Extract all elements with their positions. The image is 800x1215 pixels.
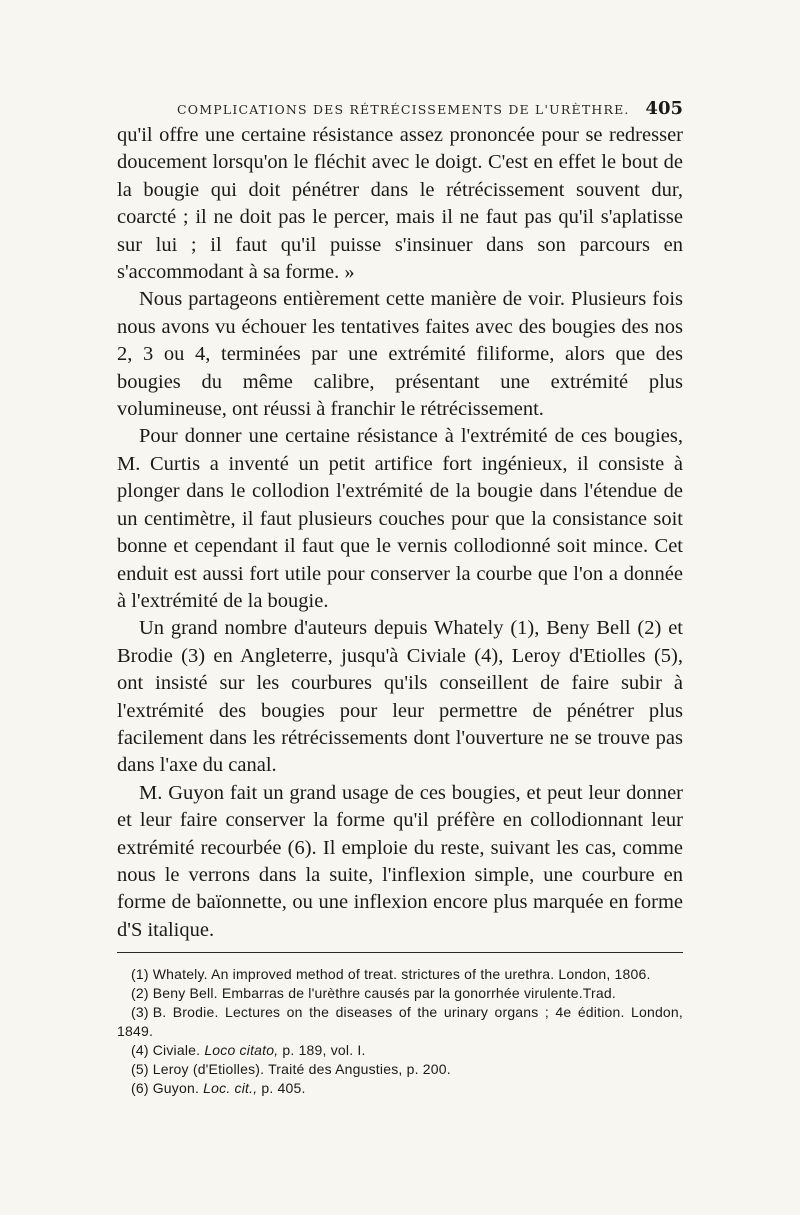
footnote-text: Whately. An improved method of treat. strictures of the urethra. London, 1806. [152,966,651,983]
footnote-italic: Loc. cit., [203,1080,258,1097]
running-head [117,98,683,122]
paragraph-5: M. Guyon fait un grand usage de ces bougies, et peut leur donner et leur faire conserver la forme qu'il préfère en collodionnant leur extrémité recourbée (6). Il emploie du reste, suivant les cas, comme nous le verrons dans la suite, l'inflexion simple, une courbure en forme de baïonnette, ou une inflexion encore plus marquée en forme d'S italique. [117,781,683,941]
footnote-text: B. Brodie. Lectures on the diseases of the urinary organs ; 4e édition. London, 1849. [117,1004,683,1040]
paragraph-4: Un grand nombre d'auteurs depuis Whately (1), Beny Bell (2) et Brodie (3) en Angleterre, jusqu'à Civiale (4), Leroy d'Etiolles (5), ont insisté sur les courbures qu'ils conseillent de faire subir à l'extrémité des bougies pour leur permettre de pénétrer plus facilement dans les rétrécissements dont l'ouverture ne se trouve pas dans l'axe du canal. [117,617,683,777]
footnote-6 [117,1079,683,1098]
footnote-number: (5) [131,1061,149,1078]
footnote-italic: Loco citato, [204,1042,279,1059]
footnote-5 [117,1060,683,1079]
footnote-3 [117,1003,683,1041]
footnote-number: (4) [131,1042,149,1059]
footnote-text: p. 405. [257,1080,306,1097]
footnote-number: (3) [131,1004,149,1021]
footnotes [117,965,683,1098]
paragraph-2: Nous partageons entièrement cette manière de voir. Plusieurs fois nous avons vu échouer les tentatives faites avec des bougies des nos 2, 3 ou 4, terminées par une extrémité filiforme, alors que des bougies du même calibre, présentant une extrémité plus volumineuse, ont réussi à franchir le rétrécissement. [117,288,683,421]
footnote-rule [117,952,683,953]
footnote-text: Leroy (d'Etiolles). Traité des Angusties, p. 200. [152,1061,451,1078]
footnote-1 [117,965,683,984]
paragraph-1: qu'il offre une certaine résistance assez prononcée pour se redresser doucement lorsqu'on le fléchit avec le doigt. C'est en effet le bout de la bougie qui doit pénétrer dans le rétrécissement souvent dur, coarcté ; il ne doit pas le percer, mais il ne faut pas qu'il s'aplatisse sur lui ; il faut qu'il puisse s'insinuer dans son parcours en s'accommodant à sa forme. » [117,124,683,284]
footnote-number: (1) [131,966,149,983]
footnote-text: Civiale. [152,1042,205,1059]
footnote-text: Beny Bell. Embarras de l'urèthre causés par la gonorrhée virulente.Trad. [152,985,616,1002]
page-number: 405 [645,98,683,119]
footnote-4 [117,1041,683,1060]
running-head-title: COMPLICATIONS DES RÉTRÉCISSEMENTS DE L'URÈTHRE. [177,102,630,117]
footnote-text: Guyon. [152,1080,204,1097]
body-text [117,122,683,944]
paragraph-3: Pour donner une certaine résistance à l'extrémité de ces bougies, M. Curtis a inventé un petit artifice fort ingénieux, il consiste à plonger dans le collodion l'extrémité de la bougie dans l'étendue de un centimètre, il faut plusieurs couches pour que la consistance soit bonne et cependant il faut que le vernis collodionné soit mince. Cet enduit est aussi fort utile pour conserver la courbe que l'on a donnée à l'extrémité de la bougie. [117,425,683,612]
book-page [117,98,683,1098]
footnote-text: p. 189, vol. I. [278,1042,366,1059]
footnote-number: (2) [131,985,149,1002]
footnote-2 [117,984,683,1003]
footnote-number: (6) [131,1080,149,1097]
